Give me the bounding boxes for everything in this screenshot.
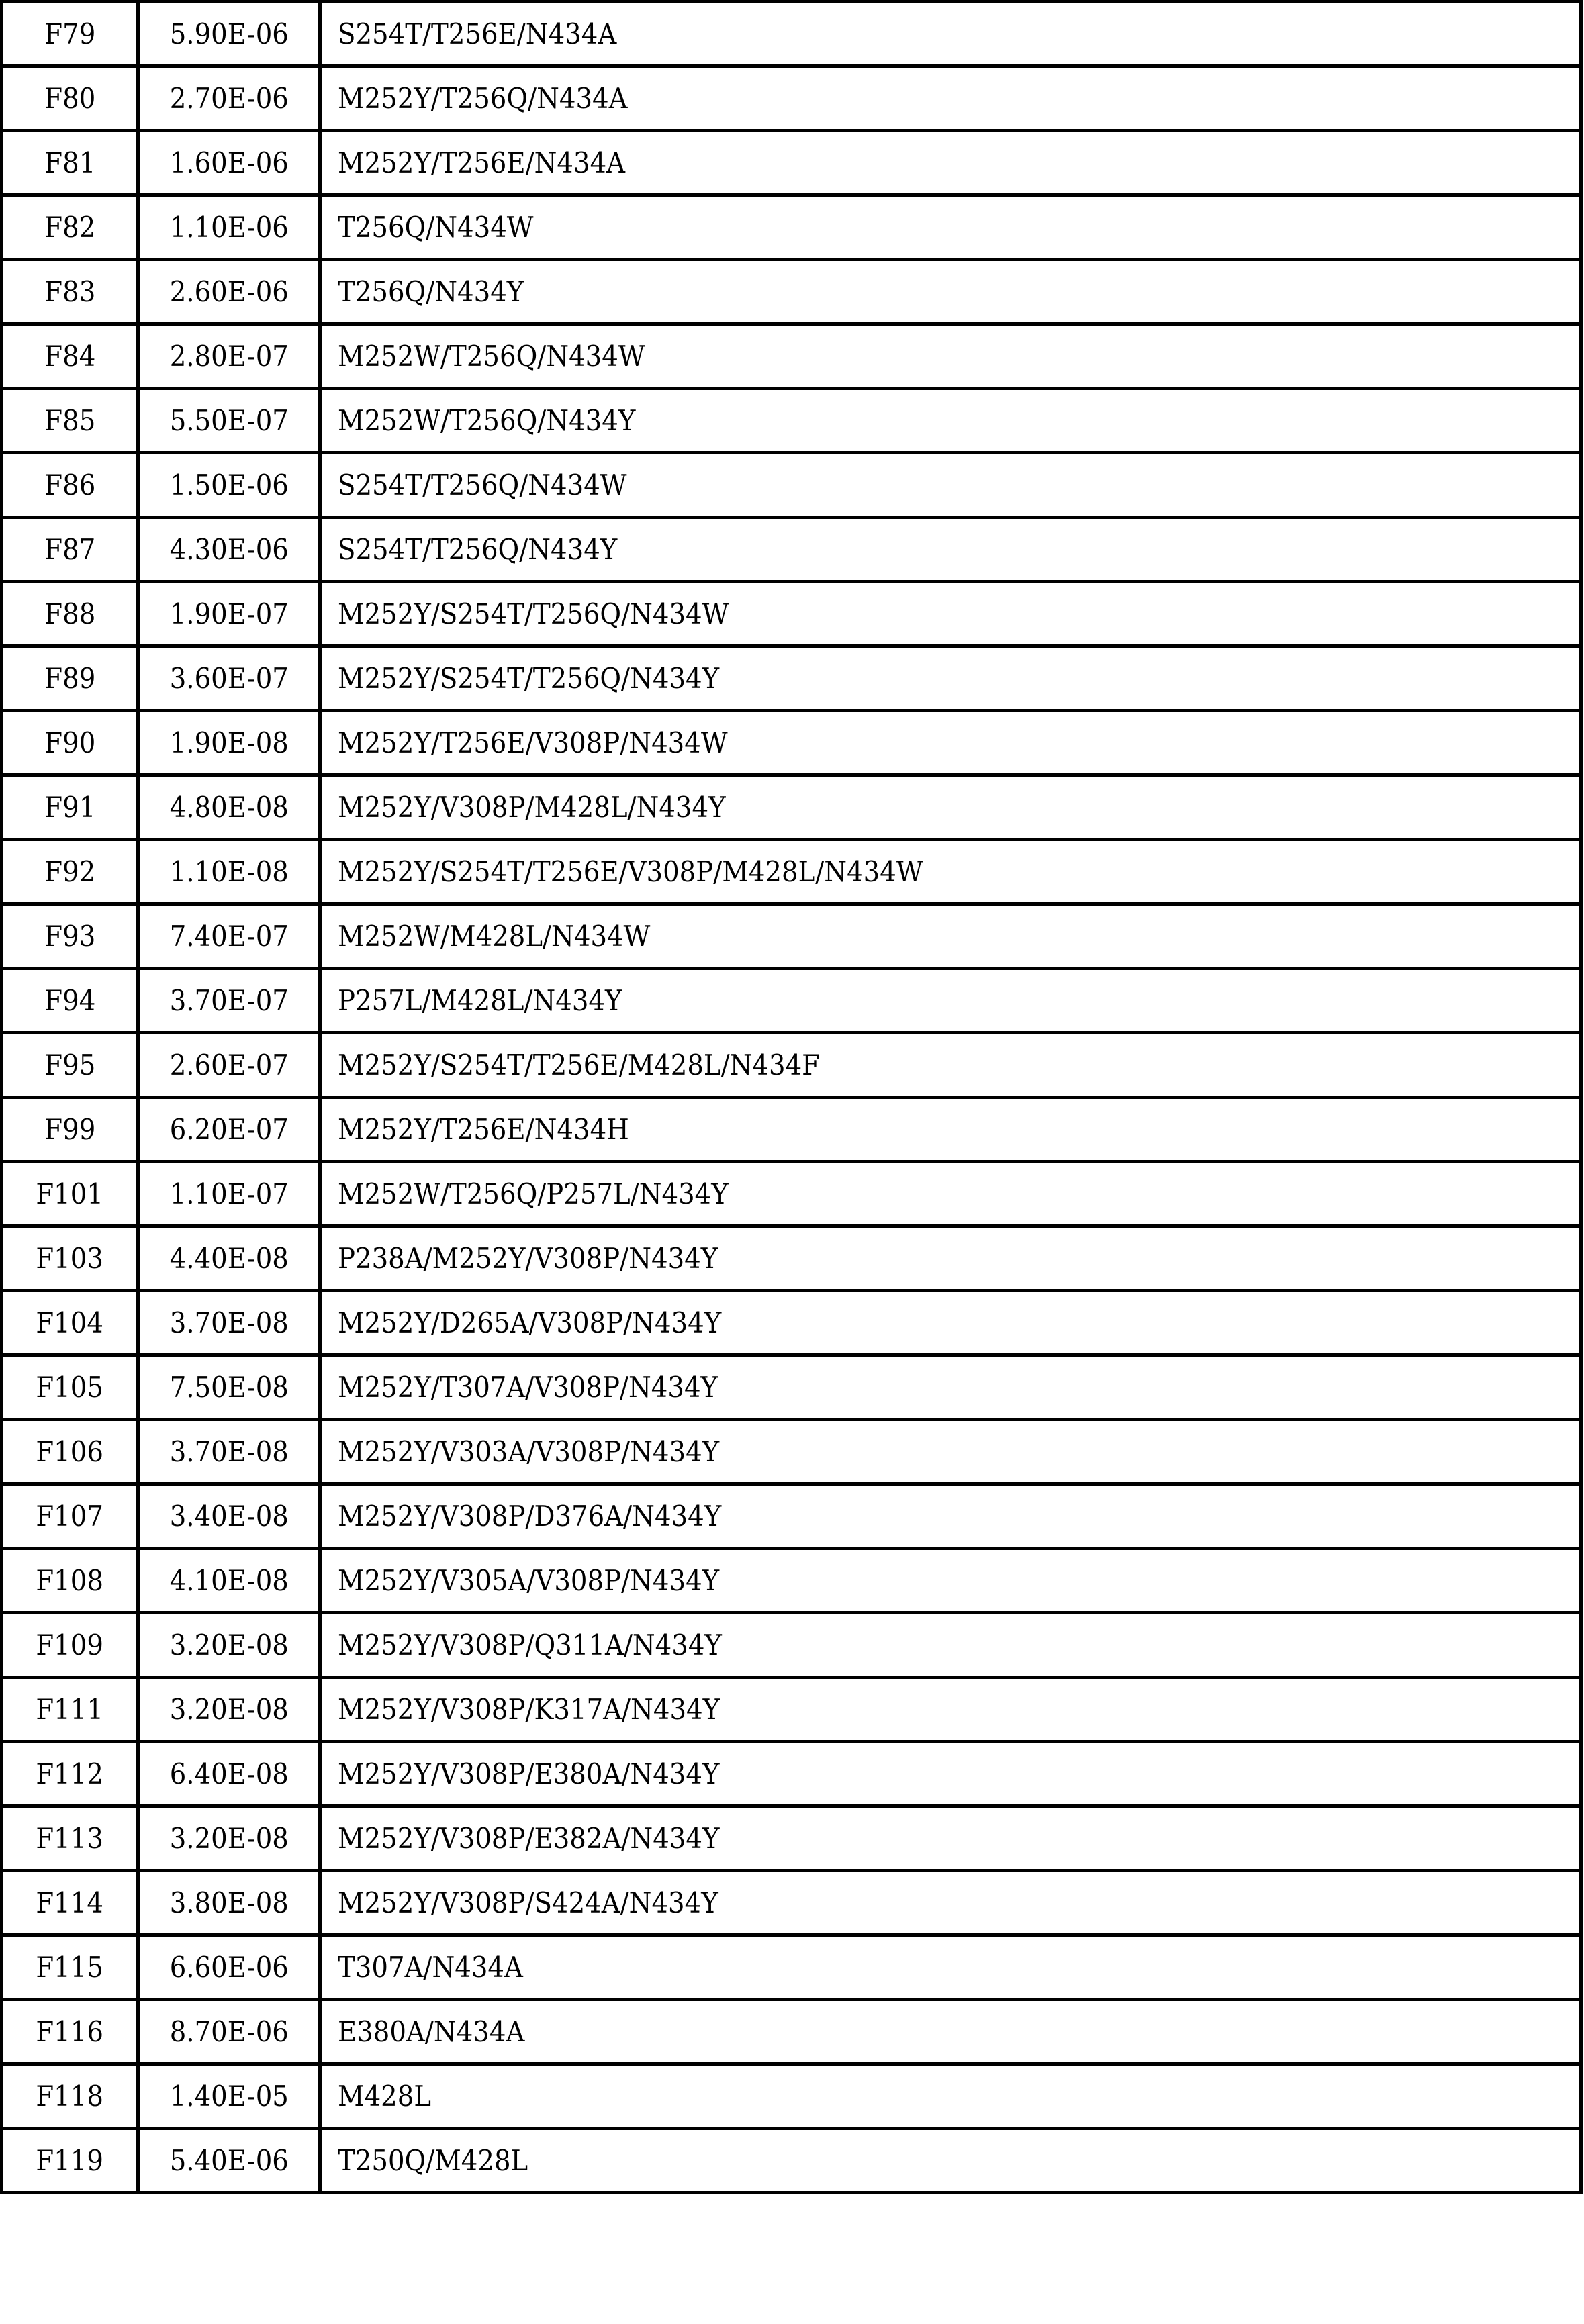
table-row xyxy=(2,2064,1581,2129)
variant-id-cell xyxy=(2,711,138,775)
variant-id-cell xyxy=(2,840,138,904)
mutations-cell-text: M252Y/V308P/E380A/N434Y xyxy=(338,1757,720,1790)
mutations-cell-text: M252Y/S254T/T256Q/N434Y xyxy=(338,661,720,695)
variant-id-cell xyxy=(2,1613,138,1678)
mutations-cell-text: E380A/N434A xyxy=(338,2015,525,2048)
variant-id-cell-text: F84 xyxy=(44,339,95,373)
kd-value-cell-text: 1.90E-08 xyxy=(169,726,289,759)
variant-id-cell-text: F82 xyxy=(44,210,95,244)
table-row xyxy=(2,1871,1581,1935)
kd-value-cell-text: 6.40E-08 xyxy=(169,1757,289,1790)
kd-value-cell-text: 3.70E-08 xyxy=(169,1435,289,1468)
kd-value-cell-text: 7.50E-08 xyxy=(169,1370,289,1404)
kd-value-cell xyxy=(138,66,320,131)
kd-value-cell xyxy=(138,1162,320,1226)
variant-id-cell-text: F103 xyxy=(36,1241,104,1275)
table-row xyxy=(2,1355,1581,1420)
mutations-cell xyxy=(320,260,1581,324)
table-row xyxy=(2,969,1581,1033)
variant-id-cell-text: F93 xyxy=(44,919,95,953)
table-row xyxy=(2,195,1581,260)
mutations-cell-text: M252Y/T256E/N434A xyxy=(338,146,626,179)
mutations-cell-text: M252Y/V308P/K317A/N434Y xyxy=(338,1692,720,1726)
mutations-cell-text: S254T/T256Q/N434W xyxy=(338,468,627,501)
variant-id-cell-text: F99 xyxy=(44,1112,95,1146)
variant-id-cell xyxy=(2,1355,138,1420)
kd-value-cell xyxy=(138,711,320,775)
table-row xyxy=(2,324,1581,389)
table-body xyxy=(2,2,1581,2193)
mutations-cell-text: M252Y/V308P/M428L/N434Y xyxy=(338,790,726,824)
mutations-cell xyxy=(320,1291,1581,1355)
kd-value-cell-text: 1.40E-05 xyxy=(169,2079,289,2113)
variant-id-cell-text: F113 xyxy=(36,1821,104,1855)
variant-id-cell xyxy=(2,1226,138,1291)
mutations-cell xyxy=(320,711,1581,775)
mutations-cell xyxy=(320,775,1581,840)
table-row xyxy=(2,1549,1581,1613)
table-row xyxy=(2,1484,1581,1549)
table-row xyxy=(2,582,1581,646)
variant-id-cell xyxy=(2,195,138,260)
kd-value-cell-text: 6.60E-06 xyxy=(169,1950,289,1984)
mutations-cell xyxy=(320,1742,1581,1806)
variant-id-cell-text: F87 xyxy=(44,532,95,566)
mutations-cell xyxy=(320,904,1581,969)
variant-id-cell-text: F118 xyxy=(36,2079,104,2113)
kd-value-cell-text: 1.10E-06 xyxy=(169,210,289,244)
kd-value-cell-text: 4.10E-08 xyxy=(169,1563,289,1597)
mutations-cell-text: M252W/T256Q/N434Y xyxy=(338,403,636,437)
kd-value-cell-text: 3.80E-08 xyxy=(169,1886,289,1919)
variant-id-cell-text: F95 xyxy=(44,1048,95,1081)
variant-id-cell-text: F86 xyxy=(44,468,95,501)
table-row xyxy=(2,1420,1581,1484)
variant-id-cell xyxy=(2,2000,138,2064)
mutations-cell-text: M252Y/V308P/Q311A/N434Y xyxy=(338,1628,722,1661)
table-row xyxy=(2,1742,1581,1806)
variant-id-cell-text: F101 xyxy=(36,1177,104,1210)
mutations-cell xyxy=(320,2129,1581,2193)
kd-value-cell-text: 3.40E-08 xyxy=(169,1499,289,1533)
variant-id-cell-text: F111 xyxy=(36,1692,104,1726)
variant-id-cell-text: F119 xyxy=(36,2143,104,2177)
table-row xyxy=(2,2000,1581,2064)
kd-value-cell-text: 2.60E-07 xyxy=(169,1048,289,1081)
kd-value-cell xyxy=(138,904,320,969)
kd-value-cell-text: 8.70E-06 xyxy=(169,2015,289,2048)
kd-value-cell-text: 5.50E-07 xyxy=(169,403,289,437)
kd-value-cell xyxy=(138,1806,320,1871)
kd-value-cell xyxy=(138,582,320,646)
table-row xyxy=(2,453,1581,518)
kd-value-cell-text: 1.90E-07 xyxy=(169,597,289,630)
table-row xyxy=(2,1613,1581,1678)
mutations-cell xyxy=(320,1098,1581,1162)
mutations-cell xyxy=(320,324,1581,389)
variant-id-cell xyxy=(2,1871,138,1935)
kd-value-cell xyxy=(138,2129,320,2193)
variant-id-cell-text: F80 xyxy=(44,81,95,115)
kd-value-cell xyxy=(138,2000,320,2064)
mutations-cell-text: P238A/M252Y/V308P/N434Y xyxy=(338,1241,718,1275)
mutations-cell-text: M252Y/V303A/V308P/N434Y xyxy=(338,1435,720,1468)
kd-value-cell xyxy=(138,1549,320,1613)
variant-id-cell xyxy=(2,2129,138,2193)
mutations-cell-text: M252Y/V308P/D376A/N434Y xyxy=(338,1499,722,1533)
mutations-cell-text: M252Y/S254T/T256Q/N434W xyxy=(338,597,729,630)
mutations-cell xyxy=(320,1678,1581,1742)
variant-id-cell-text: F105 xyxy=(36,1370,104,1404)
variant-id-cell-text: F83 xyxy=(44,275,95,308)
variant-id-cell xyxy=(2,1742,138,1806)
variant-id-cell-text: F91 xyxy=(44,790,95,824)
mutations-cell-text: M252Y/D265A/V308P/N434Y xyxy=(338,1306,722,1339)
mutations-cell xyxy=(320,969,1581,1033)
table-row xyxy=(2,1806,1581,1871)
mutations-cell xyxy=(320,646,1581,711)
kd-value-cell-text: 3.70E-08 xyxy=(169,1306,289,1339)
kd-value-cell-text: 1.50E-06 xyxy=(169,468,289,501)
mutations-cell xyxy=(320,453,1581,518)
mutations-cell xyxy=(320,1226,1581,1291)
mutations-cell-text: T250Q/M428L xyxy=(338,2143,528,2177)
kd-value-cell xyxy=(138,1098,320,1162)
mutations-cell xyxy=(320,389,1581,453)
kd-value-cell xyxy=(138,1355,320,1420)
table-row xyxy=(2,389,1581,453)
kd-value-cell xyxy=(138,453,320,518)
mutations-cell-text: M252Y/T256E/V308P/N434W xyxy=(338,726,728,759)
kd-value-cell-text: 2.60E-06 xyxy=(169,275,289,308)
mutations-cell xyxy=(320,195,1581,260)
kd-value-cell xyxy=(138,518,320,582)
kd-value-cell-text: 5.90E-06 xyxy=(169,17,289,50)
mutations-cell-text: M252Y/V305A/V308P/N434Y xyxy=(338,1563,720,1597)
variant-id-cell xyxy=(2,646,138,711)
table-row xyxy=(2,1162,1581,1226)
kd-value-cell xyxy=(138,2,320,66)
mutations-cell xyxy=(320,2064,1581,2129)
mutations-cell-text: M252Y/V308P/S424A/N434Y xyxy=(338,1886,718,1919)
variant-id-cell-text: F89 xyxy=(44,661,95,695)
variant-id-cell xyxy=(2,969,138,1033)
variant-id-cell xyxy=(2,131,138,195)
variant-id-cell xyxy=(2,1935,138,2000)
variant-id-cell xyxy=(2,260,138,324)
variant-id-cell xyxy=(2,582,138,646)
variant-id-cell xyxy=(2,518,138,582)
kd-value-cell xyxy=(138,1935,320,2000)
kd-value-cell xyxy=(138,1871,320,1935)
mutations-cell-text: T307A/N434A xyxy=(338,1950,523,1984)
table-row xyxy=(2,1291,1581,1355)
kd-value-cell xyxy=(138,646,320,711)
mutations-cell xyxy=(320,2000,1581,2064)
mutations-cell-text: M252Y/S254T/T256E/M428L/N434F xyxy=(338,1048,820,1081)
variant-id-cell-text: F85 xyxy=(44,403,95,437)
kd-value-cell xyxy=(138,324,320,389)
kd-value-cell xyxy=(138,1420,320,1484)
variant-id-cell-text: F88 xyxy=(44,597,95,630)
mutations-cell xyxy=(320,518,1581,582)
table-row xyxy=(2,711,1581,775)
table-row xyxy=(2,1098,1581,1162)
variant-id-cell xyxy=(2,453,138,518)
variant-id-cell-text: F115 xyxy=(36,1950,104,1984)
kd-value-cell-text: 2.80E-07 xyxy=(169,339,289,373)
table-row xyxy=(2,840,1581,904)
table-row xyxy=(2,2,1581,66)
mutations-cell xyxy=(320,1613,1581,1678)
variant-id-cell-text: F79 xyxy=(44,17,95,50)
mutations-cell-text: M428L xyxy=(338,2079,431,2113)
table-row xyxy=(2,66,1581,131)
table-row xyxy=(2,1226,1581,1291)
table-row xyxy=(2,775,1581,840)
variant-id-cell xyxy=(2,1098,138,1162)
variant-id-cell-text: F108 xyxy=(36,1563,104,1597)
kd-value-cell xyxy=(138,1678,320,1742)
kd-value-cell-text: 3.20E-08 xyxy=(169,1692,289,1726)
variant-id-cell xyxy=(2,1678,138,1742)
variant-id-cell xyxy=(2,1806,138,1871)
mutations-cell xyxy=(320,840,1581,904)
kd-value-cell xyxy=(138,1742,320,1806)
variant-id-cell xyxy=(2,2064,138,2129)
table-row xyxy=(2,904,1581,969)
table-row xyxy=(2,518,1581,582)
mutations-cell xyxy=(320,1549,1581,1613)
mutations-cell xyxy=(320,2,1581,66)
variant-id-cell xyxy=(2,1549,138,1613)
variant-id-cell xyxy=(2,389,138,453)
kd-value-cell-text: 2.70E-06 xyxy=(169,81,289,115)
variant-id-cell-text: F112 xyxy=(36,1757,104,1790)
kd-value-cell-text: 1.10E-08 xyxy=(169,855,289,888)
variant-id-cell-text: F90 xyxy=(44,726,95,759)
mutations-cell-text: M252W/T256Q/N434W xyxy=(338,339,645,373)
variant-id-cell-text: F104 xyxy=(36,1306,104,1339)
table-row xyxy=(2,2129,1581,2193)
mutations-cell-text: T256Q/N434W xyxy=(338,210,534,244)
mutations-cell-text: S254T/T256Q/N434Y xyxy=(338,532,618,566)
mutations-cell xyxy=(320,131,1581,195)
kd-value-cell-text: 3.20E-08 xyxy=(169,1821,289,1855)
variant-id-cell xyxy=(2,66,138,131)
table-row xyxy=(2,1678,1581,1742)
kd-value-cell xyxy=(138,1484,320,1549)
mutations-cell xyxy=(320,1484,1581,1549)
mutations-cell-text: P257L/M428L/N434Y xyxy=(338,983,622,1017)
kd-value-cell xyxy=(138,2064,320,2129)
variant-id-cell xyxy=(2,1162,138,1226)
kd-value-cell-text: 4.40E-08 xyxy=(169,1241,289,1275)
kd-value-cell-text: 7.40E-07 xyxy=(169,919,289,953)
variant-id-cell-text: F94 xyxy=(44,983,95,1017)
mutations-cell xyxy=(320,1935,1581,2000)
table-row xyxy=(2,646,1581,711)
kd-value-cell xyxy=(138,1226,320,1291)
variant-id-cell xyxy=(2,324,138,389)
mutations-cell xyxy=(320,66,1581,131)
kd-value-cell-text: 4.80E-08 xyxy=(169,790,289,824)
variant-id-cell xyxy=(2,1484,138,1549)
mutations-cell xyxy=(320,1033,1581,1098)
mutations-cell-text: M252Y/T307A/V308P/N434Y xyxy=(338,1370,718,1404)
variant-id-cell-text: F114 xyxy=(36,1886,104,1919)
variant-id-cell xyxy=(2,1033,138,1098)
table-row xyxy=(2,131,1581,195)
kd-value-cell-text: 6.20E-07 xyxy=(169,1112,289,1146)
variant-id-cell-text: F92 xyxy=(44,855,95,888)
mutations-cell-text: T256Q/N434Y xyxy=(338,275,524,308)
kd-value-cell xyxy=(138,195,320,260)
variant-id-cell-text: F109 xyxy=(36,1628,104,1661)
mutations-cell-text: M252Y/V308P/E382A/N434Y xyxy=(338,1821,720,1855)
table-row xyxy=(2,260,1581,324)
kd-value-cell-text: 4.30E-06 xyxy=(169,532,289,566)
kd-value-cell xyxy=(138,131,320,195)
variant-id-cell xyxy=(2,775,138,840)
kd-value-cell-text: 3.20E-08 xyxy=(169,1628,289,1661)
variant-id-cell xyxy=(2,904,138,969)
kd-value-cell-text: 3.60E-07 xyxy=(169,661,289,695)
variant-id-cell-text: F116 xyxy=(36,2015,104,2048)
variant-id-cell-text: F81 xyxy=(44,146,95,179)
kd-value-cell-text: 1.60E-06 xyxy=(169,146,289,179)
kd-value-cell-text: 5.40E-06 xyxy=(169,2143,289,2177)
kd-value-cell xyxy=(138,1613,320,1678)
mutations-cell-text: M252W/T256Q/P257L/N434Y xyxy=(338,1177,729,1210)
mutations-cell xyxy=(320,582,1581,646)
kd-value-cell xyxy=(138,260,320,324)
mutations-cell xyxy=(320,1806,1581,1871)
mutations-cell xyxy=(320,1355,1581,1420)
kd-value-cell xyxy=(138,1291,320,1355)
kd-value-cell-text: 3.70E-07 xyxy=(169,983,289,1017)
mutations-cell-text: M252Y/S254T/T256E/V308P/M428L/N434W xyxy=(338,855,923,888)
table-row xyxy=(2,1935,1581,2000)
kd-value-cell xyxy=(138,389,320,453)
variant-id-cell xyxy=(2,1291,138,1355)
kd-value-cell xyxy=(138,1033,320,1098)
mutations-cell-text: M252W/M428L/N434W xyxy=(338,919,651,953)
kd-value-cell-text: 1.10E-07 xyxy=(169,1177,289,1210)
table-row xyxy=(2,1033,1581,1098)
variant-id-cell-text: F107 xyxy=(36,1499,104,1533)
mutations-cell xyxy=(320,1871,1581,1935)
variant-id-cell-text: F106 xyxy=(36,1435,104,1468)
mutations-cell-text: M252Y/T256E/N434H xyxy=(338,1112,629,1146)
mutations-cell-text: S254T/T256E/N434A xyxy=(338,17,617,50)
variant-id-cell xyxy=(2,1420,138,1484)
variant-id-cell xyxy=(2,2,138,66)
kd-value-cell xyxy=(138,969,320,1033)
mutations-cell xyxy=(320,1162,1581,1226)
kd-value-cell xyxy=(138,840,320,904)
kd-value-cell xyxy=(138,775,320,840)
mutations-cell xyxy=(320,1420,1581,1484)
mutations-cell-text: M252Y/T256Q/N434A xyxy=(338,81,628,115)
